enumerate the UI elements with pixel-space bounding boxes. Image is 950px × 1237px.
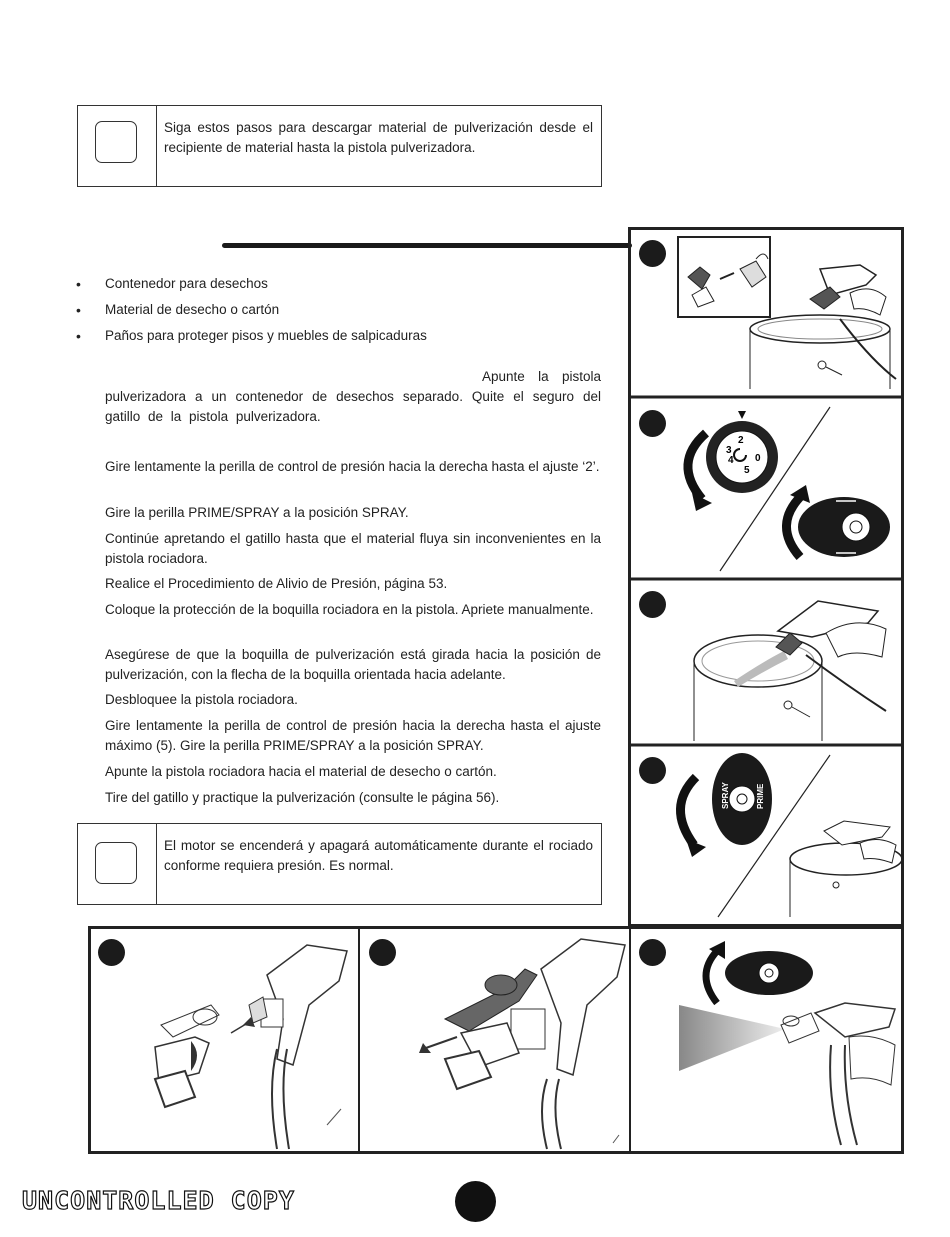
dial-label: 3 (726, 445, 732, 456)
spray-bucket-illustration (630, 581, 902, 747)
spray-label: SPRAY (721, 782, 730, 809)
tip-guard-illustration (91, 929, 359, 1151)
page-number-badge (455, 1181, 496, 1222)
tip-rotate-illustration (361, 929, 629, 1151)
note-text: Siga estos pasos para descargar material de pulverización desde el recipiente de material hasta la pistola pulverizadora. (164, 120, 593, 155)
prime-spray-knob-illustration (630, 747, 902, 925)
note-icon-cell (78, 824, 157, 904)
step-8: Desbloquee la pistola rociadora. (105, 692, 298, 707)
note-icon-cell (78, 106, 157, 186)
dial-label: 5 (744, 465, 750, 476)
note-box-top (77, 105, 602, 187)
section-rule (222, 243, 632, 248)
uncontrolled-copy-watermark: UNCONTROLLED COPY (22, 1186, 295, 1215)
materials-list (76, 274, 606, 352)
step-10: Apunte la pistola rociadora hacia el material de desecho o cartón. (105, 764, 497, 779)
note-icon (95, 121, 137, 163)
step-4: Continúe apretando el gatillo hasta que el material fluya sin inconvenientes en la pistola rociadora. (105, 531, 601, 566)
step-7: Asegúrese de que la boquilla de pulverización está girada hacia la posición de pulverización, con la flecha de la boquilla orientada hacia adelante. (105, 647, 601, 682)
step-3: Gire la perilla PRIME/SPRAY a la posición SPRAY. (105, 505, 409, 520)
step-11: Tire del gatillo y practique la pulverización (consulte le página 56). (105, 790, 500, 805)
note-box-bottom (77, 823, 602, 905)
final-spray-illustration (631, 929, 901, 1151)
list-item: • Contenedor para desechos (76, 274, 606, 300)
dial-label: 0 (755, 453, 761, 464)
prime-label: PRIME (756, 783, 765, 809)
pressure-knob-illustration (630, 399, 902, 579)
dial-label: 4 (728, 455, 734, 466)
gun-bucket-illustration (630, 229, 902, 397)
note-text: El motor se encenderá y apagará automáticamente durante el rociado conforme requiera presión. Es normal. (164, 838, 593, 873)
note-icon (95, 842, 137, 884)
step-6: Coloque la protección de la boquilla rociadora en la pistola. Apriete manualmente. (105, 602, 594, 617)
list-item: • Material de desecho o cartón (76, 300, 606, 326)
list-item: • Paños para proteger pisos y muebles de salpicaduras (76, 326, 606, 352)
step-1: Apunte la pistola pulverizadora a un contenedor de desechos separado. Quite el seguro del gatillo de la pistola pulverizadora. (105, 369, 601, 424)
step-9: Gire lentamente la perilla de control de presión hacia la derecha hasta el ajuste máximo (5). Gire la perilla PRIME/SPRAY a la posición SPRAY. (105, 718, 601, 753)
step-2: Gire lentamente la perilla de control de presión hacia la derecha hasta el ajuste ‘2’. (105, 459, 600, 474)
step-5: Realice el Procedimiento de Alivio de Presión, página 53. (105, 576, 448, 591)
dial-label: 2 (738, 435, 744, 446)
